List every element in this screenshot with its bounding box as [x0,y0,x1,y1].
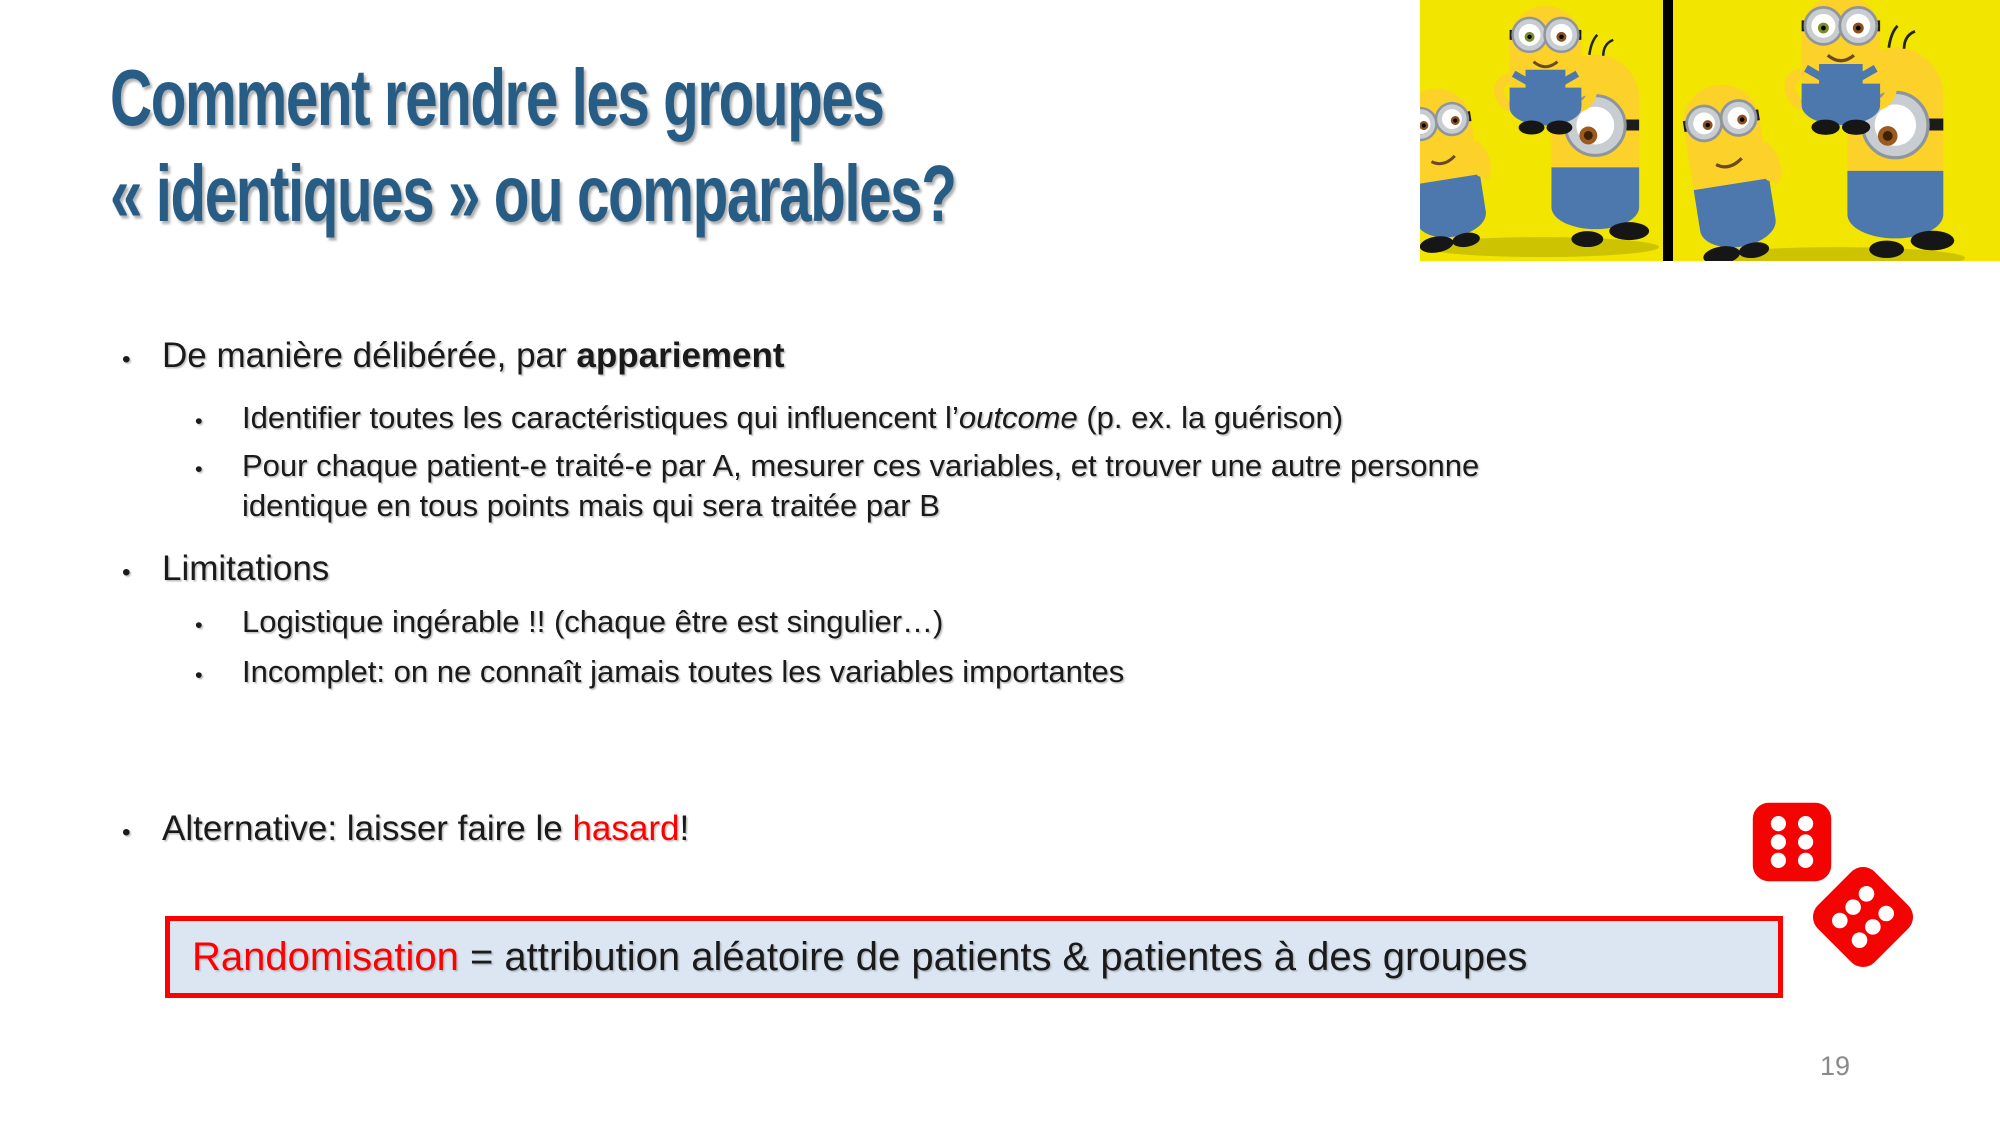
bullet-icon: • [195,456,203,481]
randomisation-word: Randomisation [192,934,459,979]
minions-photo-right [1673,0,2000,261]
randomisation-definition-text: = attribution aléatoire de patients & patientes à des groupes [458,934,1528,979]
subbullet-incomplet-text: Incomplet: on ne connaît jamais toutes les variables importantes [242,654,1125,689]
minions-photo-left [1420,0,1663,261]
minions-comparison-photos [1420,0,2000,261]
bullet-alternative-text: Alternative: laisser faire le [162,809,573,848]
subbullet-pour-chaque-line1 [195,446,1479,489]
subbullet-pour-chaque-text1: Pour chaque patient-e traité-e par A, mesurer ces variables, et trouver une autre personne [242,448,1480,483]
bullet-appariement-bold: appariement [576,336,785,375]
page-number: 19 [1820,1051,1851,1081]
bullet-icon: • [122,559,131,586]
randomisation-definition-box [165,916,1783,998]
bullet-icon: • [122,819,131,846]
slide-title-line-2: « identiques » ou comparables? [110,149,956,238]
subbullet-identifier-post: (p. ex. la guérison) [1077,400,1344,435]
bullet-appariement [122,333,785,383]
bullet-icon: • [195,662,203,687]
subbullet-pour-chaque-line2 [242,486,940,526]
subbullet-identifier-italic: outcome [958,400,1078,435]
bullet-limitations [122,546,329,596]
subbullet-identifier-text: Identifier toutes les caractéristiques qui influencent l’ [242,400,959,435]
subbullet-logistique-text: Logistique ingérable !! (chaque être est singulier…) [242,604,944,639]
bullet-icon: • [122,346,131,373]
bullet-alternative [122,806,689,856]
bullet-alternative-red-word: hasard [572,809,680,848]
photo-divider [1663,0,1673,261]
die-six-icon [1752,802,1832,882]
bullet-appariement-text: De manière délibérée, par [162,336,577,375]
bullet-limitations-text: Limitations [162,549,330,588]
subbullet-identifier [195,398,1343,441]
subbullet-pour-chaque-text2: identique en tous points mais qui sera traitée par B [242,488,940,523]
subbullet-logistique [195,602,943,645]
subbullet-incomplet [195,652,1124,695]
slide-title [110,50,955,242]
bullet-alternative-post: ! [679,809,690,848]
bullet-icon: • [195,408,203,433]
bullet-icon: • [195,612,203,637]
slide-title-line-1: Comment rendre les groupes [110,53,884,142]
